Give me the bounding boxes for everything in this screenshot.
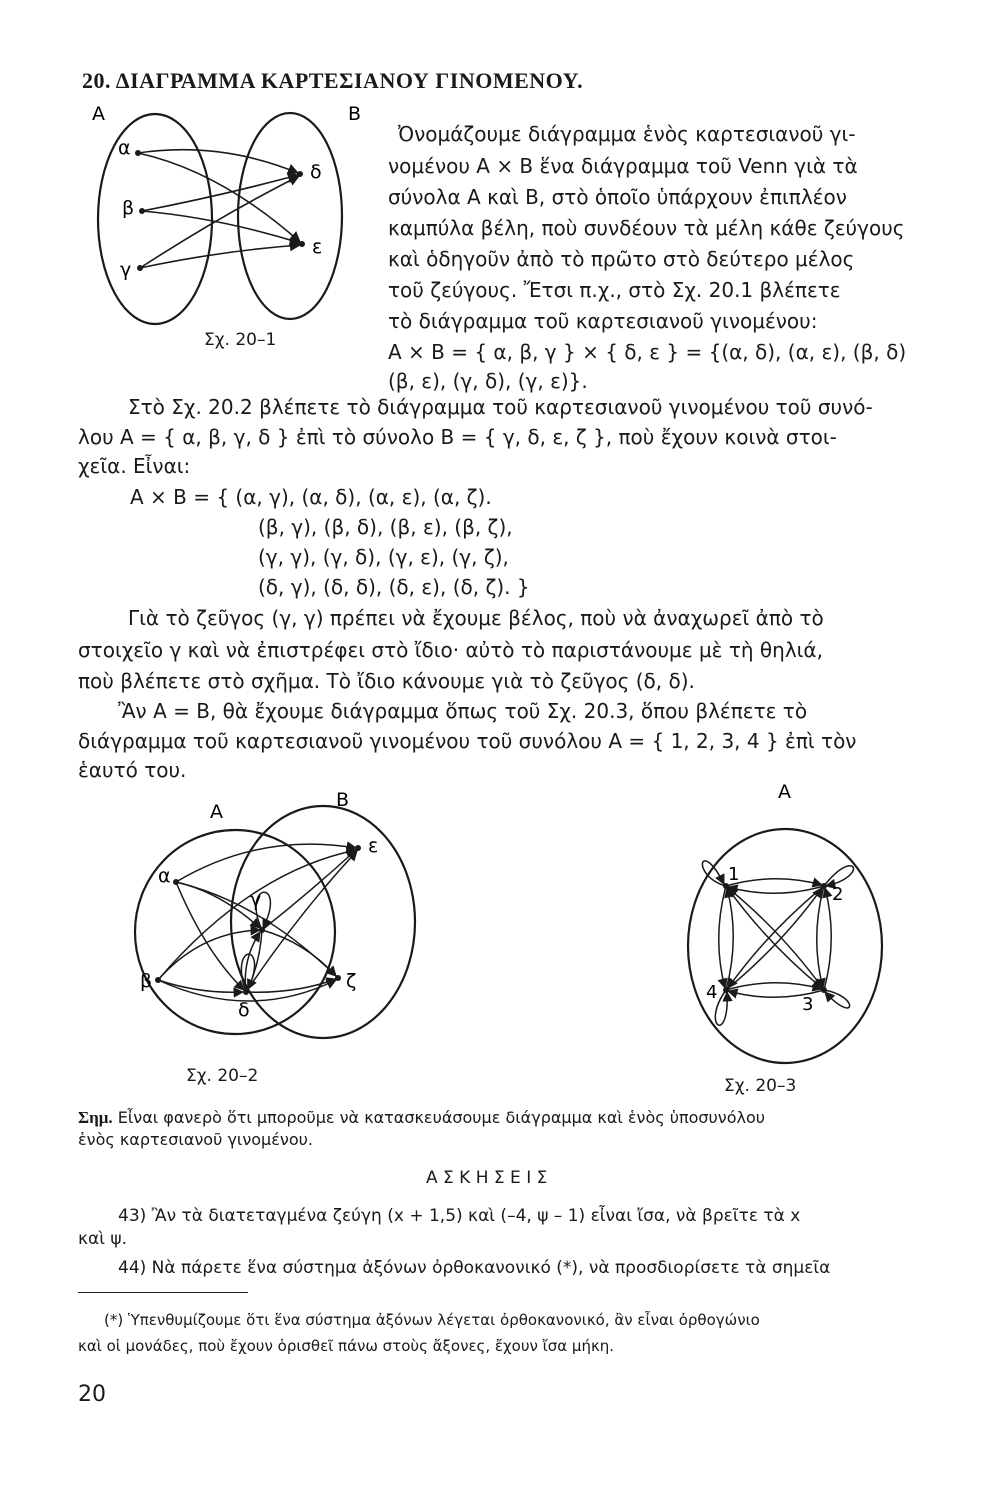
intro-line-2: νομένου A × B ἕνα διάγραμμα τοῦ Venn γιὰ τὰ: [388, 154, 858, 178]
figure-20-2: [110, 782, 440, 1062]
arrow-1-3: [726, 886, 822, 988]
note-line-2: ἑνὸς καρτεσιανοῦ γινομένου.: [78, 1130, 313, 1149]
figure-20-1-caption: Σχ. 20–1: [204, 330, 277, 350]
intro-line-4: καμπύλα βέλη, ποὺ συνδέουν τὰ μέλη κάθε ζεύγους: [388, 216, 905, 240]
arrow-4-3: [726, 983, 822, 990]
figure-20-1: [70, 96, 380, 356]
arrow-alpha-epsilon: [176, 844, 356, 882]
loop-3-3: [824, 990, 850, 1008]
arrow-gamma-epsilon: [140, 245, 300, 268]
figure-20-3-caption: Σχ. 20–3: [724, 1076, 797, 1096]
figure-20-3: [660, 776, 910, 1076]
set-a-label: A: [778, 781, 791, 803]
note-block: [78, 1106, 948, 1130]
para3-line-1: Γιὰ τὸ ζεῦγος (γ, γ) πρέπει νὰ ἔχουμε βέλος, ποὺ νὰ ἀναχωρεῖ ἀπὸ τὸ: [128, 606, 824, 630]
arrow-gamma-delta: [248, 930, 262, 989]
arrow-1-2: [726, 879, 822, 886]
label-3: 3: [802, 994, 814, 1015]
intro-line-5: καὶ ὁδηγοῦν ἀπὸ τὸ πρῶτο στὸ δεύτερο μέλος: [388, 247, 855, 271]
arrow-alpha-epsilon: [138, 153, 300, 242]
product-line-2: (β, γ), (β, δ), (β, ε), (β, ζ),: [258, 515, 513, 539]
footnote-line-2: καὶ οἱ μονάδες, ποὺ ἔχουν ὁρισθεῖ πάνω στοὺς ἄξονες, ἔχουν ἴσα μήκη.: [78, 1337, 615, 1355]
arrow-2-4: [728, 886, 824, 988]
arrow-4-2: [726, 888, 822, 990]
figure-20-2-caption: Σχ. 20–2: [186, 1066, 259, 1086]
label-zeta: ζ: [346, 970, 357, 992]
label-gamma: γ: [120, 259, 132, 281]
arrow-2-1: [728, 886, 824, 893]
exercises-title: Α Σ Κ Η Σ Ε Ι Σ: [426, 1168, 548, 1188]
intro-line-6: τοῦ ζεύγους. Ἔτσι π.χ., στὸ Σχ. 20.1 βλέπετε: [388, 278, 841, 302]
label-beta: β: [122, 197, 135, 219]
para2-line-3: χεῖα. Εἶναι:: [78, 454, 191, 478]
label-epsilon: ε: [312, 236, 323, 258]
arrow-alpha-gamma: [176, 882, 260, 928]
para3-line-3: ποὺ βλέπετε στὸ σχῆμα. Τὸ ἴδιο κάνουμε γιὰ τὸ ζεῦγος (δ, δ).: [78, 669, 695, 693]
arrow-3-1: [728, 888, 824, 990]
set-a-label: A: [92, 103, 105, 125]
loop-2-2: [824, 866, 853, 886]
intro-line-1: Ὀνομάζουμε διάγραμμα ἑνὸς καρτεσιανοῦ γι-: [398, 122, 856, 146]
venn-set-b: [238, 113, 342, 319]
para2-line-2: λου A = { α, β, γ, δ } ἐπὶ τὸ σύνολο B = { γ, δ, ε, ζ }, ποὺ ἔχουν κοινὰ στοι-: [78, 425, 837, 449]
arrow-2-3: [817, 886, 824, 988]
para3-line-2: στοιχεῖο γ καὶ νὰ ἐπιστρέφει στὸ ἴδιο· αὐτὸ τὸ παριστάνουμε μὲ τὴ θηλιά,: [78, 638, 823, 662]
label-gamma: γ: [250, 889, 262, 911]
arrow-alpha-delta: [138, 150, 298, 173]
set-b-label: B: [336, 789, 350, 811]
exercise-44: 44) Νὰ πάρετε ἕνα σύστημα ἀξόνων ὀρθοκανονικό (*), νὰ προσδιορίσετε τὰ σημεῖα: [118, 1258, 831, 1278]
note-label: Σημ.: [78, 1108, 113, 1127]
label-1: 1: [728, 864, 740, 885]
arrow-1-4: [719, 886, 726, 988]
label-epsilon: ε: [368, 835, 379, 857]
product-line-3: (γ, γ), (γ, δ), (γ, ε), (γ, ζ),: [258, 545, 509, 569]
label-alpha: α: [118, 137, 131, 159]
venn-set-a: [98, 114, 212, 324]
label-2: 2: [832, 884, 844, 905]
intro-line-8: A × B = { α, β, γ } × { δ, ε } = {(α, δ), (α, ε), (β, δ): [388, 340, 907, 364]
intro-line-3: σύνολα A καὶ B, στὸ ὁποῖο ὑπάρχουν ἐπιπλέον: [388, 185, 847, 209]
arrow-beta-epsilon: [142, 211, 300, 243]
set-a-label: A: [210, 801, 223, 823]
intro-line-9: (β, ε), (γ, δ), (γ, ε)}.: [388, 369, 588, 393]
label-delta: δ: [310, 161, 322, 183]
para4-line-1: Ἂν A = B, θὰ ἔχουμε διάγραμμα ὅπως τοῦ Σχ. 20.3, ὅπου βλέπετε τὸ: [118, 699, 808, 723]
section-heading: 20. ΔΙΑΓΡΑΜΜΑ ΚΑΡΤΕΣΙΑΝΟΥ ΓΙΝΟΜΕΝΟΥ.: [82, 68, 584, 93]
arrow-3-2: [824, 888, 831, 990]
label-beta: β: [140, 970, 153, 992]
para4-line-3: ἑαυτό του.: [78, 758, 187, 782]
arrow-beta-gamma: [158, 930, 260, 980]
footnote-line-1: (*) Ὑπενθυμίζουμε ὅτι ἕνα σύστημα ἀξόνων λέγεται ὀρθοκανονικό, ἂν εἶναι ὀρθογώνιο: [104, 1311, 760, 1329]
exercise-43-line-1: 43) Ἂν τὰ διατεταγμένα ζεύγη (x + 1,5) καὶ (–4, ψ – 1) εἶναι ἴσα, νὰ βρεῖτε τὰ x: [118, 1206, 801, 1226]
product-line-1: A × B = { (α, γ), (α, δ), (α, ε), (α, ζ).: [130, 485, 492, 509]
page-number: 20: [78, 1382, 106, 1407]
footnote-rule: [78, 1292, 248, 1293]
label-4: 4: [706, 982, 718, 1003]
arrow-delta-epsilon: [246, 851, 357, 992]
venn-set-a: [135, 830, 335, 1034]
set-b-label: B: [348, 103, 362, 125]
exercise-43-line-2: καὶ ψ.: [78, 1229, 127, 1249]
intro-line-7: τὸ διάγραμμα τοῦ καρτεσιανοῦ γινομένου:: [388, 309, 818, 333]
label-delta: δ: [238, 999, 250, 1021]
label-alpha: α: [158, 865, 171, 887]
arrow-4-1: [726, 888, 733, 990]
venn-set-a: [688, 829, 882, 1063]
para4-line-2: διάγραμμα τοῦ καρτεσιανοῦ γινομένου τοῦ συνόλου A = { 1, 2, 3, 4 } ἐπὶ τὸν: [78, 729, 857, 753]
note-line-1: Εἶναι φανερὸ ὅτι μποροῦμε νὰ κατασκευάσουμε διάγραμμα καὶ ἑνὸς ὑποσυνόλου: [117, 1108, 766, 1127]
para2-line-1: Στὸ Σχ. 20.2 βλέπετε τὸ διάγραμμα τοῦ καρτεσιανοῦ γινομένου τοῦ συνό-: [128, 395, 873, 419]
arrow-beta-delta: [142, 175, 298, 211]
product-line-4: (δ, γ), (δ, δ), (δ, ε), (δ, ζ). }: [258, 575, 530, 599]
